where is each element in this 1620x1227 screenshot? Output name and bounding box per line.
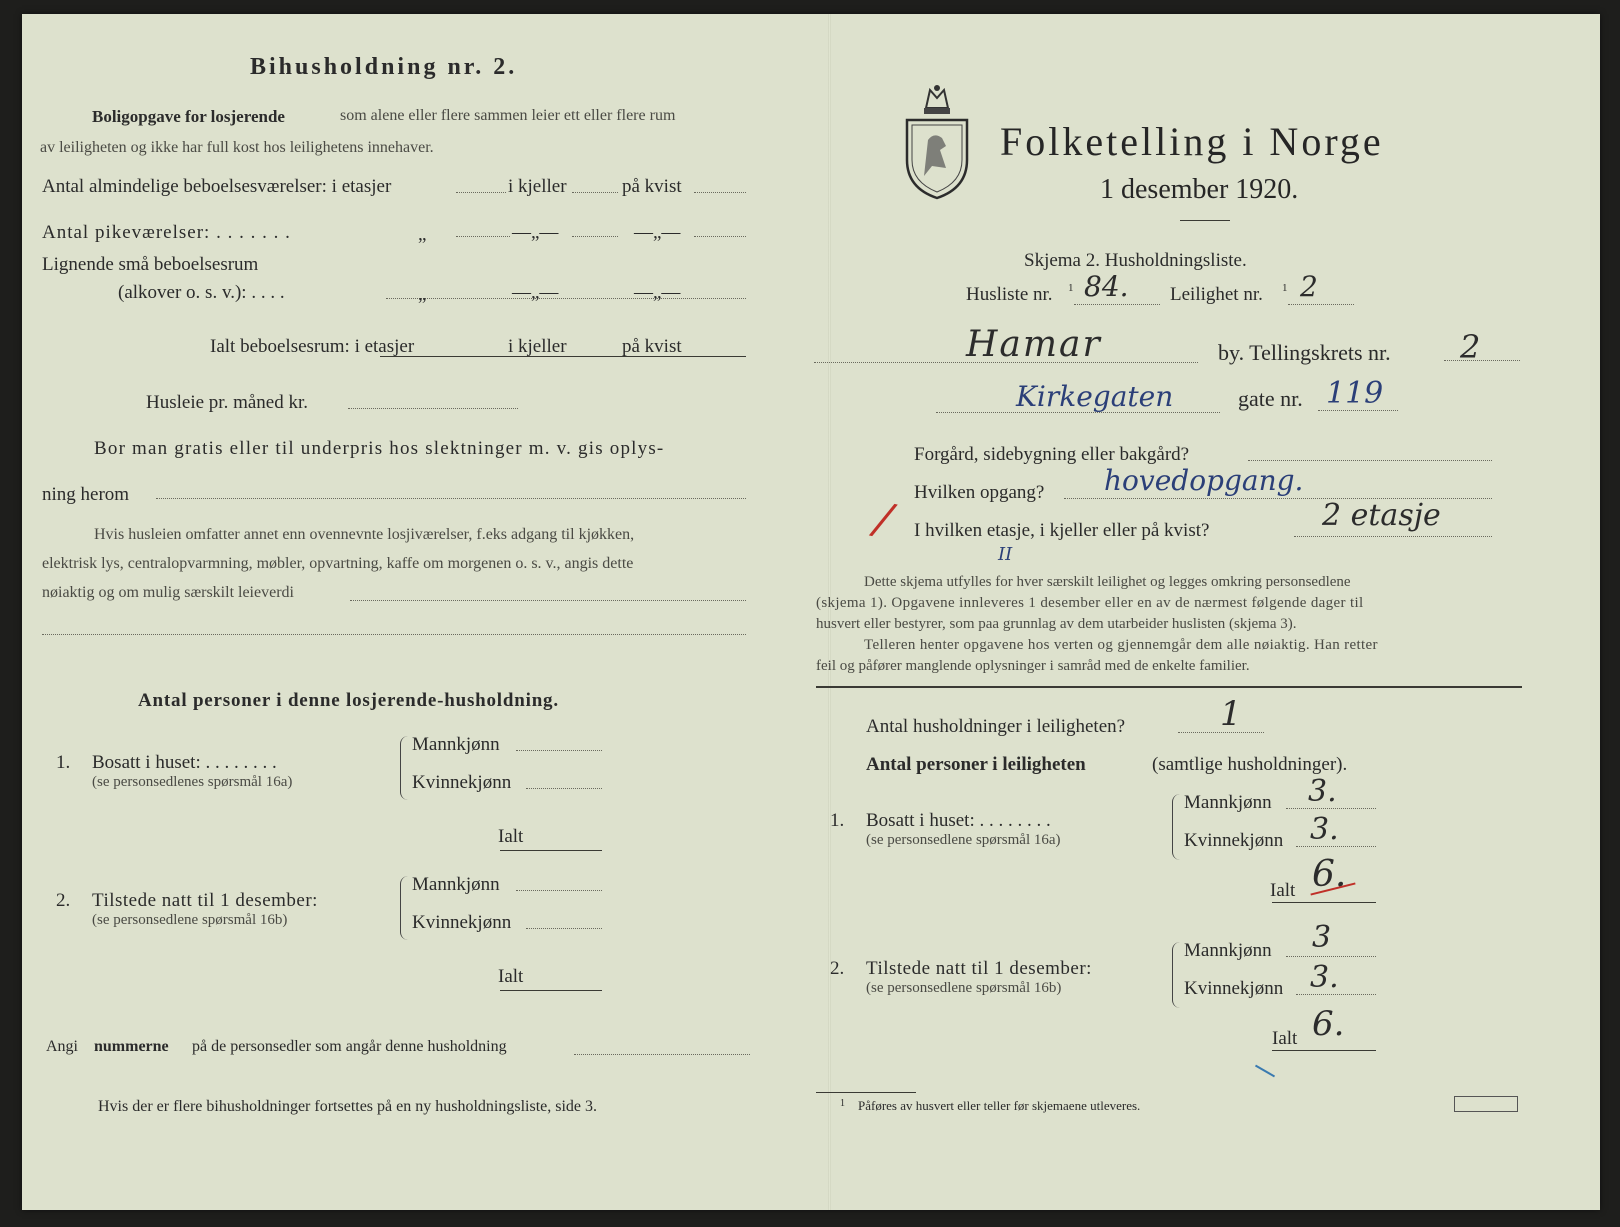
intro-bold: Boligopgave for losjerende (92, 107, 285, 126)
right-q1-num: 1. (830, 810, 845, 831)
left-antal-personer: Antal personer i denne losjerende-husholdning. (138, 690, 559, 711)
ialt-kvist-label: på kvist (622, 336, 682, 357)
section-rule (816, 686, 1522, 688)
pike-kvist-field[interactable] (694, 236, 746, 237)
right-q1-mann-label: Mannkjønn (1184, 792, 1272, 813)
rooms-kjeller-field[interactable] (572, 192, 618, 193)
angi-bold: nummerne (94, 1038, 169, 1055)
right-q2-bracket (1172, 942, 1181, 1008)
hvis-1: Hvis husleien omfatter annet enn ovennevnte losjiværelser, f.eks adgang til kjøkken, (94, 526, 635, 543)
left-q2-label: Tilstede natt til 1 desember: (92, 890, 318, 911)
right-q2-ialt-label: Ialt (1272, 1028, 1298, 1049)
right-q2-mann-field[interactable] (1286, 956, 1376, 957)
pike-kjeller-field[interactable] (572, 236, 618, 237)
rooms-kjeller-label: i kjeller (508, 176, 567, 197)
lignende-ditto-2: —„— (512, 282, 559, 303)
left-footer: Hvis der er flere bihusholdninger fortsettes på en ny husholdningsliste, side 3. (98, 1098, 598, 1115)
right-q2-label: Tilstede natt til 1 desember: (866, 958, 1092, 979)
bor-man-2: ning herom (42, 484, 130, 505)
etasje-mark: II (998, 544, 1013, 565)
pike-ditto-3: —„— (634, 222, 681, 243)
etasje-field[interactable] (1294, 536, 1492, 537)
right-q1-ialt-value: 6. (1312, 854, 1347, 895)
gate-label: gate nr. (1238, 386, 1303, 411)
right-q1-kvinne-label: Kvinnekjønn (1184, 830, 1284, 851)
dette-4: Telleren henter opgavene hos verten og gjennemgår dem alle nøiaktig. Han retter (864, 637, 1378, 653)
right-q1-mann-value: 3. (1308, 774, 1337, 809)
left-q1-bracket (400, 736, 409, 800)
intro-rest-2: av leiligheten og ikke har full kost hos leilighetens innehaver. (40, 139, 434, 156)
left-q2-num: 2. (56, 890, 71, 911)
husliste-field[interactable] (1074, 304, 1160, 305)
forgard-label: Forgård, sidebygning eller bakgård? (914, 444, 1190, 465)
footnote-rule (816, 1092, 916, 1093)
by-label: by. Tellingskrets nr. (1218, 340, 1391, 365)
dette-5: feil og påfører manglende oplysninger i samråd med de enkelte familier. (816, 658, 1250, 674)
pike-ditto: „ (418, 224, 427, 245)
husliste-sup: 1 (1068, 282, 1074, 294)
blue-pencil-mark (1255, 1065, 1275, 1078)
left-q2-mann-field[interactable] (516, 890, 602, 891)
opgang-value: hovedopgang. (1104, 464, 1304, 497)
left-q1-sub: (se personsedlenes spørsmål 16a) (92, 774, 293, 790)
right-q1-ialt-line (1272, 902, 1376, 903)
right-q2-mann-label: Mannkjønn (1184, 940, 1272, 961)
leilighet-value: 2 (1300, 270, 1318, 303)
form-date: 1 desember 1920. (1100, 174, 1299, 205)
dette-1: Dette skjema utfylles for hver særskilt leilighet og legges omkring personsedlene (864, 574, 1351, 590)
left-q1-kvinne-label: Kvinnekjønn (412, 772, 512, 793)
rooms-etasjer-field[interactable] (456, 192, 506, 193)
leilighet-label: Leilighet nr. (1170, 284, 1263, 305)
rooms-kvist-field[interactable] (694, 192, 746, 193)
hvis-3: nøiaktig og om mulig særskilt leieverdi (42, 584, 294, 601)
left-q2-sub: (se personsedlene spørsmål 16b) (92, 912, 288, 928)
leieverdi-field[interactable] (350, 600, 746, 601)
left-q2-ialt-label: Ialt (498, 966, 524, 987)
husliste-value: 84. (1084, 270, 1129, 303)
rooms-label: Antal almindelige beboelsesværelser: i etasjer (42, 176, 392, 197)
form-title: Folketelling i Norge (1000, 119, 1384, 164)
left-q2-ialt-line (500, 990, 602, 991)
bor-man-field[interactable] (156, 498, 746, 499)
left-title: Bihusholdning nr. 2. (250, 54, 518, 80)
census-form-sheet (22, 14, 1600, 1210)
ialt-kjeller-label: i kjeller (508, 336, 567, 357)
printer-stamp (1454, 1096, 1518, 1112)
left-q1-label: Bosatt i huset: . . . . . . . . (92, 752, 277, 773)
right-q1-bracket (1172, 794, 1181, 860)
left-q1-mann-field[interactable] (516, 750, 602, 751)
lignende-ditto-3: —„— (634, 282, 681, 303)
opgang-label: Hvilken opgang? (914, 482, 1045, 503)
lignende-label-2: (alkover o. s. v.): . . . . (118, 282, 285, 303)
skjema-label: Skjema 2. Husholdningsliste. (1024, 250, 1247, 271)
etasje-value: 2 etasje (1322, 498, 1441, 533)
lignende-field[interactable] (386, 298, 746, 299)
left-q1-kvinne-field[interactable] (526, 788, 602, 789)
left-q1-num: 1. (56, 752, 71, 773)
ialt-rooms-label: Ialt beboelsesrum: i etasjer (210, 336, 415, 357)
intro-rest-1: som alene eller flere sammen leier ett eller flere rum (340, 107, 676, 124)
forgard-field[interactable] (1248, 460, 1492, 461)
angi-rest: på de personsedler som angår denne husholdning (192, 1038, 507, 1055)
antal-pers-rest: (samtlige husholdninger). (1152, 754, 1348, 775)
gatenr-value: 119 (1326, 376, 1384, 411)
right-q2-ialt-line (1272, 1050, 1376, 1051)
left-q1-ialt-line (500, 850, 602, 851)
krets-value: 2 (1460, 328, 1481, 366)
hvis-2: elektrisk lys, centralopvarmning, møbler, opvartning, kaffe om morgenen o. s. v., angis dette (42, 555, 634, 572)
leilighet-field[interactable] (1288, 304, 1354, 305)
footnote-num: 1 (840, 1098, 845, 1109)
title-rule (1180, 220, 1230, 221)
pike-ditto-2: —„— (512, 222, 559, 243)
pike-label: Antal pikeværelser: . . . . . . . (42, 222, 291, 243)
right-q2-ialt-value: 6. (1312, 1004, 1345, 1044)
krets-field[interactable] (1444, 360, 1520, 361)
bor-man-1: Bor man gratis eller til underpris hos slektninger m. v. gis oplys- (94, 438, 665, 459)
right-q1-label: Bosatt i huset: . . . . . . . . (866, 810, 1051, 831)
red-tick-mark: / (870, 493, 896, 546)
husleie-field[interactable] (348, 408, 518, 409)
lignende-label-1: Lignende små beboelsesrum (42, 254, 259, 275)
right-q2-num: 2. (830, 958, 845, 979)
right-q1-kvinne-value: 3. (1310, 812, 1339, 847)
right-q1-sub: (se personsedlene spørsmål 16a) (866, 832, 1061, 848)
leieverdi-field-2[interactable] (42, 634, 746, 635)
by-value: Hamar (966, 324, 1102, 365)
right-q2-sub: (se personsedlene spørsmål 16b) (866, 980, 1062, 996)
left-q2-bracket (400, 876, 409, 940)
antal-hush-label: Antal husholdninger i leiligheten? (866, 716, 1126, 737)
rooms-kvist-label: på kvist (622, 176, 682, 197)
antal-hush-value: 1 (1220, 694, 1242, 734)
angi-pre: Angi (46, 1038, 78, 1055)
etasje-label: I hvilken etasje, i kjeller eller på kvist? (914, 520, 1210, 541)
left-q1-ialt-label: Ialt (498, 826, 524, 847)
footnote-text: Påføres av husvert eller teller før skjemaene utleveres. (858, 1098, 1141, 1113)
left-q2-kvinne-label: Kvinnekjønn (412, 912, 512, 933)
gate-value: Kirkegaten (1016, 380, 1174, 413)
dette-2: (skjema 1). Opgavene innleveres 1 desember eller en av de nærmest følgende dager til (816, 595, 1364, 611)
left-q2-mann-label: Mannkjønn (412, 874, 500, 895)
right-q2-kvinne-label: Kvinnekjønn (1184, 978, 1284, 999)
antal-pers-bold: Antal personer i leiligheten (866, 754, 1086, 775)
coat-of-arms-icon (902, 80, 972, 202)
dette-3: husvert eller bestyrer, som paa grunnlag av dem utarbeider huslisten (skjema 3). (816, 616, 1297, 632)
leilighet-sup: 1 (1282, 282, 1288, 294)
page-fold (828, 14, 831, 1210)
pike-etasjer-field[interactable] (456, 236, 510, 237)
right-q2-kvinne-value: 3. (1310, 960, 1339, 995)
husleie-label: Husleie pr. måned kr. (146, 392, 308, 413)
right-q2-mann-value: 3 (1312, 920, 1332, 955)
husliste-label: Husliste nr. (966, 284, 1053, 305)
left-q2-kvinne-field[interactable] (526, 928, 602, 929)
right-q1-ialt-label: Ialt (1270, 880, 1296, 901)
lignende-ditto: „ (418, 284, 427, 305)
left-q1-mann-label: Mannkjønn (412, 734, 500, 755)
angi-field[interactable] (574, 1054, 750, 1055)
